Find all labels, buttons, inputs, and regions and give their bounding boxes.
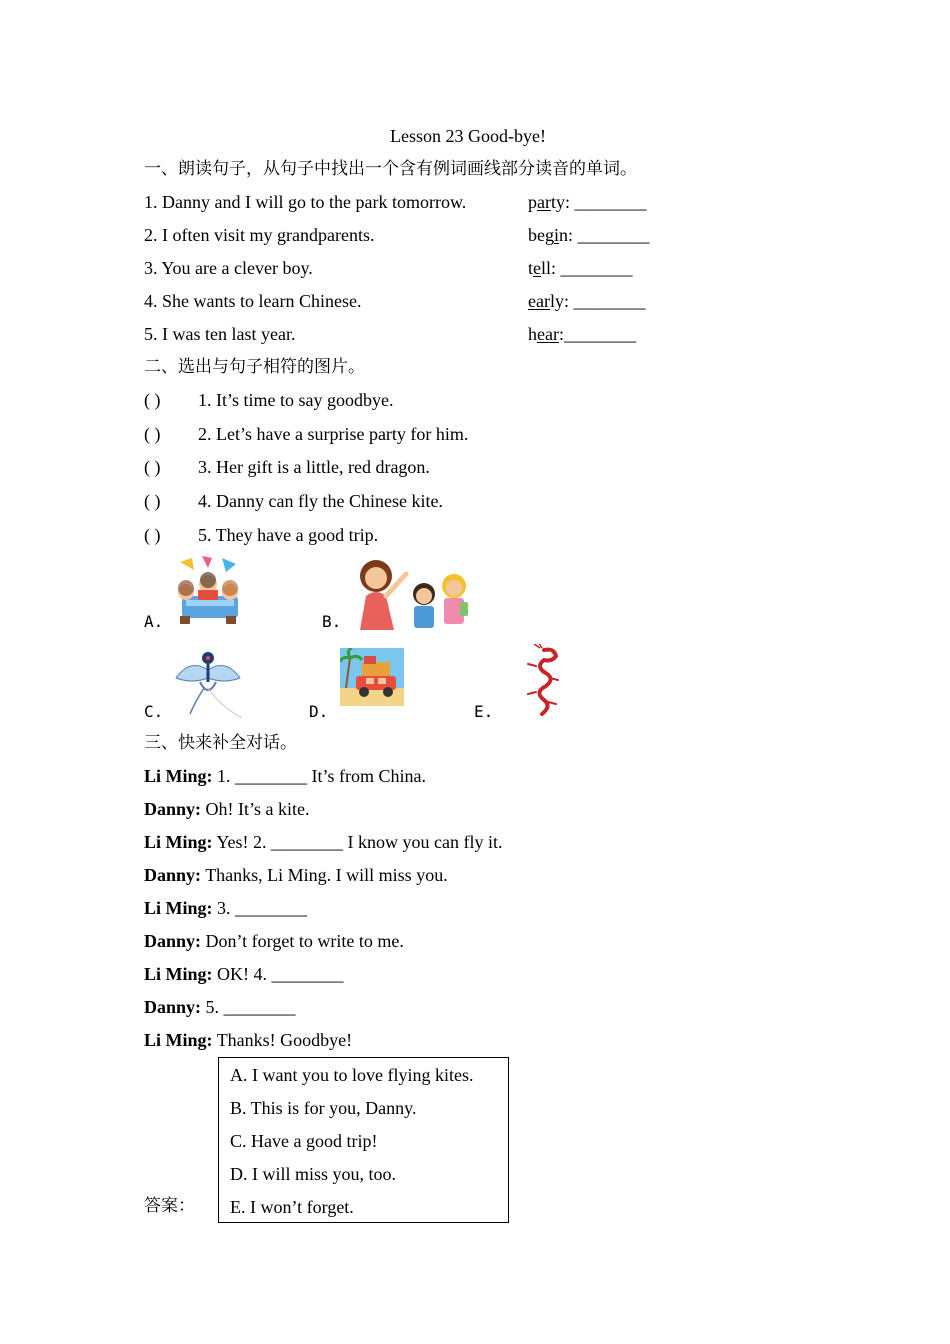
question-5: 5. They have a good trip. [198, 525, 379, 545]
sentence-1: 1. Danny and I will go to the park tomorrow. [144, 192, 467, 212]
speaker: Danny: [144, 799, 202, 819]
choice-b: B. This is for you, Danny. [230, 1098, 417, 1118]
dialogue-line-3: Li Ming: Yes! 2. ________ I know you can fly it. [144, 832, 503, 852]
option-label-d: D. [309, 702, 329, 721]
sentence-4: 4. She wants to learn Chinese. [144, 291, 362, 311]
example-word-4: early: ________ [528, 291, 646, 311]
example-word-2: begin: ________ [528, 225, 650, 245]
party-picture [172, 556, 244, 626]
choice-d: D. I will miss you, too. [230, 1164, 397, 1184]
sentence-2: 2. I often visit my grandparents. [144, 225, 375, 245]
speaker: Li Ming: [144, 832, 213, 852]
answer-blank-4[interactable]: ( ) [144, 491, 161, 511]
dialogue-line-5: Li Ming: 3. ________ [144, 898, 308, 918]
choice-a: A. I want you to love flying kites. [230, 1065, 474, 1085]
choice-c: C. Have a good trip! [230, 1131, 378, 1151]
dialogue-line-1: Li Ming: 1. ________ It’s from China. [144, 766, 427, 786]
answer-blank-3[interactable]: ( ) [144, 457, 161, 477]
speaker: Danny: [144, 865, 202, 885]
goodbye-picture [350, 556, 472, 632]
speaker: Danny: [144, 997, 202, 1017]
speaker: Danny: [144, 931, 202, 951]
answer-blank-2[interactable]: ( ) [144, 424, 161, 444]
answer-label: 答案： [144, 1196, 195, 1216]
dialogue-line-8: Danny: 5. ________ [144, 997, 296, 1017]
choice-e: E. I won’t forget. [230, 1197, 354, 1217]
example-word-3: tell: ________ [528, 258, 633, 278]
sentence-5: 5. I was ten last year. [144, 324, 296, 344]
example-word-5: hear:________ [528, 324, 636, 344]
sentence-3: 3. You are a clever boy. [144, 258, 313, 278]
speaker: Li Ming: [144, 766, 213, 786]
section1-heading: 一、朗读句子，从句子中找出一个含有例词画线部分读音的单词。 [144, 159, 637, 179]
dialogue-line-9: Li Ming: Thanks! Goodbye! [144, 1030, 353, 1050]
question-1: 1. It’s time to say goodbye. [198, 390, 394, 410]
answer-blank-5[interactable]: ( ) [144, 525, 161, 545]
kite-picture [170, 648, 246, 720]
page-title: Lesson 23 Good-bye! [390, 126, 546, 146]
speaker: Li Ming: [144, 898, 213, 918]
example-word-1: party: ________ [528, 192, 647, 212]
dialogue-line-2: Danny: Oh! It’s a kite. [144, 799, 310, 819]
option-label-e: E. [474, 702, 494, 721]
dialogue-line-7: Li Ming: OK! 4. ________ [144, 964, 344, 984]
question-2: 2. Let’s have a surprise party for him. [198, 424, 469, 444]
section2-heading: 二、选出与句子相符的图片。 [144, 357, 365, 377]
section3-heading: 三、快来补全对话。 [144, 733, 297, 753]
option-label-b: B. [322, 612, 342, 631]
dragon-picture [522, 644, 562, 716]
speaker: Li Ming: [144, 1030, 213, 1050]
trip-picture [340, 648, 404, 706]
answer-blank-1[interactable]: ( ) [144, 390, 161, 410]
dialogue-line-4: Danny: Thanks, Li Ming. I will miss you. [144, 865, 448, 885]
dialogue-line-6: Danny: Don’t forget to write to me. [144, 931, 404, 951]
question-4: 4. Danny can fly the Chinese kite. [198, 491, 443, 511]
option-label-a: A. [144, 612, 164, 631]
speaker: Li Ming: [144, 964, 213, 984]
option-label-c: C. [144, 702, 164, 721]
question-3: 3. Her gift is a little, red dragon. [198, 457, 430, 477]
